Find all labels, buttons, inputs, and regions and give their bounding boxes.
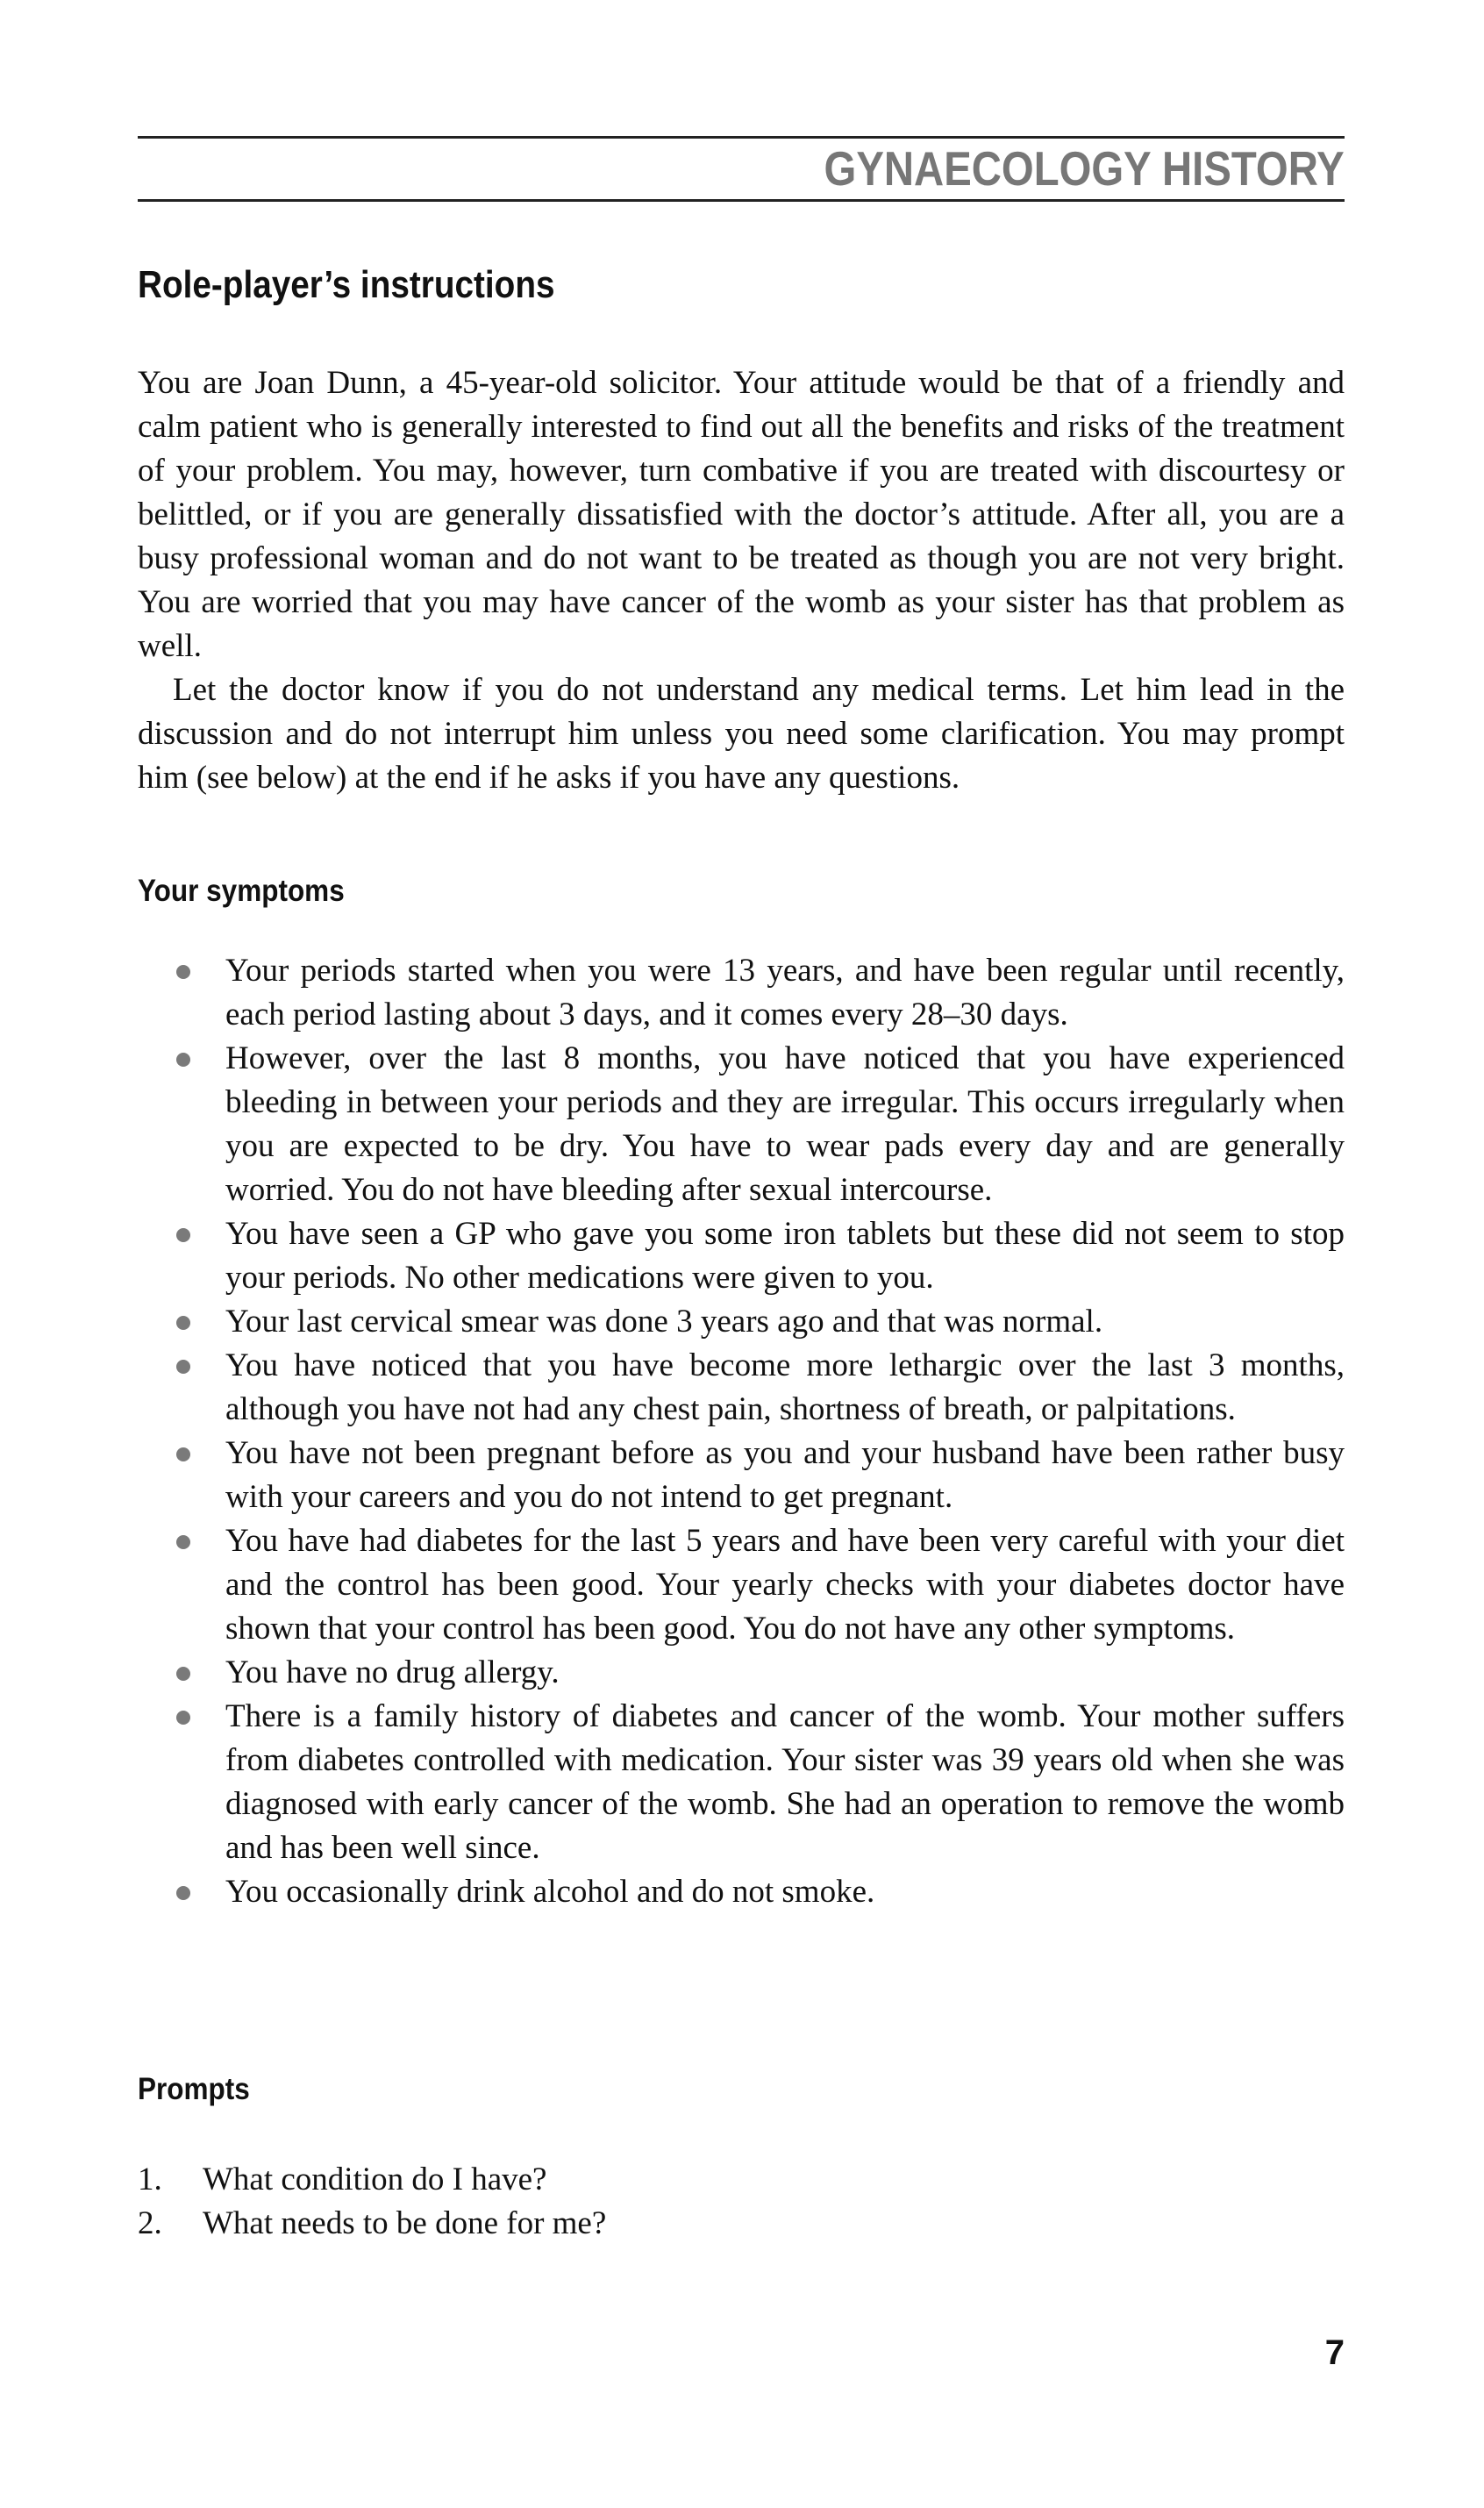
bullet-icon xyxy=(176,1053,190,1067)
list-item: Your periods started when you were 13 years, and have been regular until recently, each period lasting about 3 days, and it comes every 28–30 days. xyxy=(138,949,1345,1037)
instructions-paragraph: Let the doctor know if you do not understand any medical terms. Let him lead in the discussion and do not interrupt him unless you need some clarification. You may prompt him (see below) at the end if he asks if you have any questions. xyxy=(138,672,1345,796)
list-item: There is a family history of diabetes and cancer of the womb. Your mother suffers from diabetes controlled with medication. Your sister was 39 years old when she was diagnosed with early cancer of the womb. She had an operation to remove the womb and has been well since. xyxy=(138,1695,1345,1870)
list-item: You have seen a GP who gave you some iron tablets but these did not seem to stop your periods. No other medications were given to you. xyxy=(138,1212,1345,1300)
list-item: You have not been pregnant before as you and your husband have been rather busy with your careers and you do not intend to get pregnant. xyxy=(138,1432,1345,1519)
bullet-icon xyxy=(176,1360,190,1374)
section-title: Role-player’s instructions xyxy=(138,263,555,306)
page-number: 7 xyxy=(1324,2333,1345,2372)
header-top-rule xyxy=(138,136,1345,139)
bullet-icon xyxy=(176,1886,190,1900)
prompt-number: 1. xyxy=(138,2161,162,2197)
list-item: You have noticed that you have become more lethargic over the last 3 months, although you have not had any chest pain, shortness of breath, or palpitations. xyxy=(138,1344,1345,1432)
header-bottom-rule xyxy=(138,199,1345,202)
prompts-list xyxy=(138,2158,1345,2246)
list-item: Your last cervical smear was done 3 years ago and that was normal. xyxy=(138,1300,1345,1344)
bullet-icon xyxy=(176,1535,190,1549)
running-head: GYNAECOLOGY HISTORY xyxy=(824,141,1345,196)
prompts-heading: Prompts xyxy=(138,2072,250,2106)
list-item: 1. What condition do I have? xyxy=(138,2158,1345,2202)
list-item: 2. What needs to be done for me? xyxy=(138,2202,1345,2246)
prompt-number: 2. xyxy=(138,2205,162,2241)
list-item: However, over the last 8 months, you have noticed that you have experienced bleeding in between your periods and they are irregular. This occurs irregularly when you are expected to be dry. You have to wear pads every day and are generally worried. You do not have bleeding after sexual intercourse. xyxy=(138,1037,1345,1212)
list-item: You occasionally drink alcohol and do not smoke. xyxy=(138,1870,1345,1914)
bullet-icon xyxy=(176,1711,190,1725)
bullet-icon xyxy=(176,1447,190,1461)
symptoms-list xyxy=(138,949,1345,1914)
bullet-icon xyxy=(176,1228,190,1242)
bullet-icon xyxy=(176,965,190,979)
list-item: You have had diabetes for the last 5 years and have been very careful with your diet and the control has been good. Your yearly checks with your diabetes doctor have shown that your control has been good. You do not have any other symptoms. xyxy=(138,1519,1345,1651)
symptoms-heading: Your symptoms xyxy=(138,874,345,908)
bullet-icon xyxy=(176,1667,190,1681)
intro-paragraph: You are Joan Dunn, a 45-year-old solicitor. Your attitude would be that of a friendly and calm patient who is generally interested to find out all the benefits and risks of the treatment of your problem. You may, however, turn combative if you are treated with discourtesy or belittled, or if you are generally dissatisfied with the doctor’s attitude. After all, you are a busy professional woman and do not want to be treated as though you are not very bright. You are worried that you may have cancer of the womb as your sister has that problem as well. xyxy=(138,365,1345,664)
bullet-icon xyxy=(176,1316,190,1330)
list-item: You have no drug allergy. xyxy=(138,1651,1345,1695)
